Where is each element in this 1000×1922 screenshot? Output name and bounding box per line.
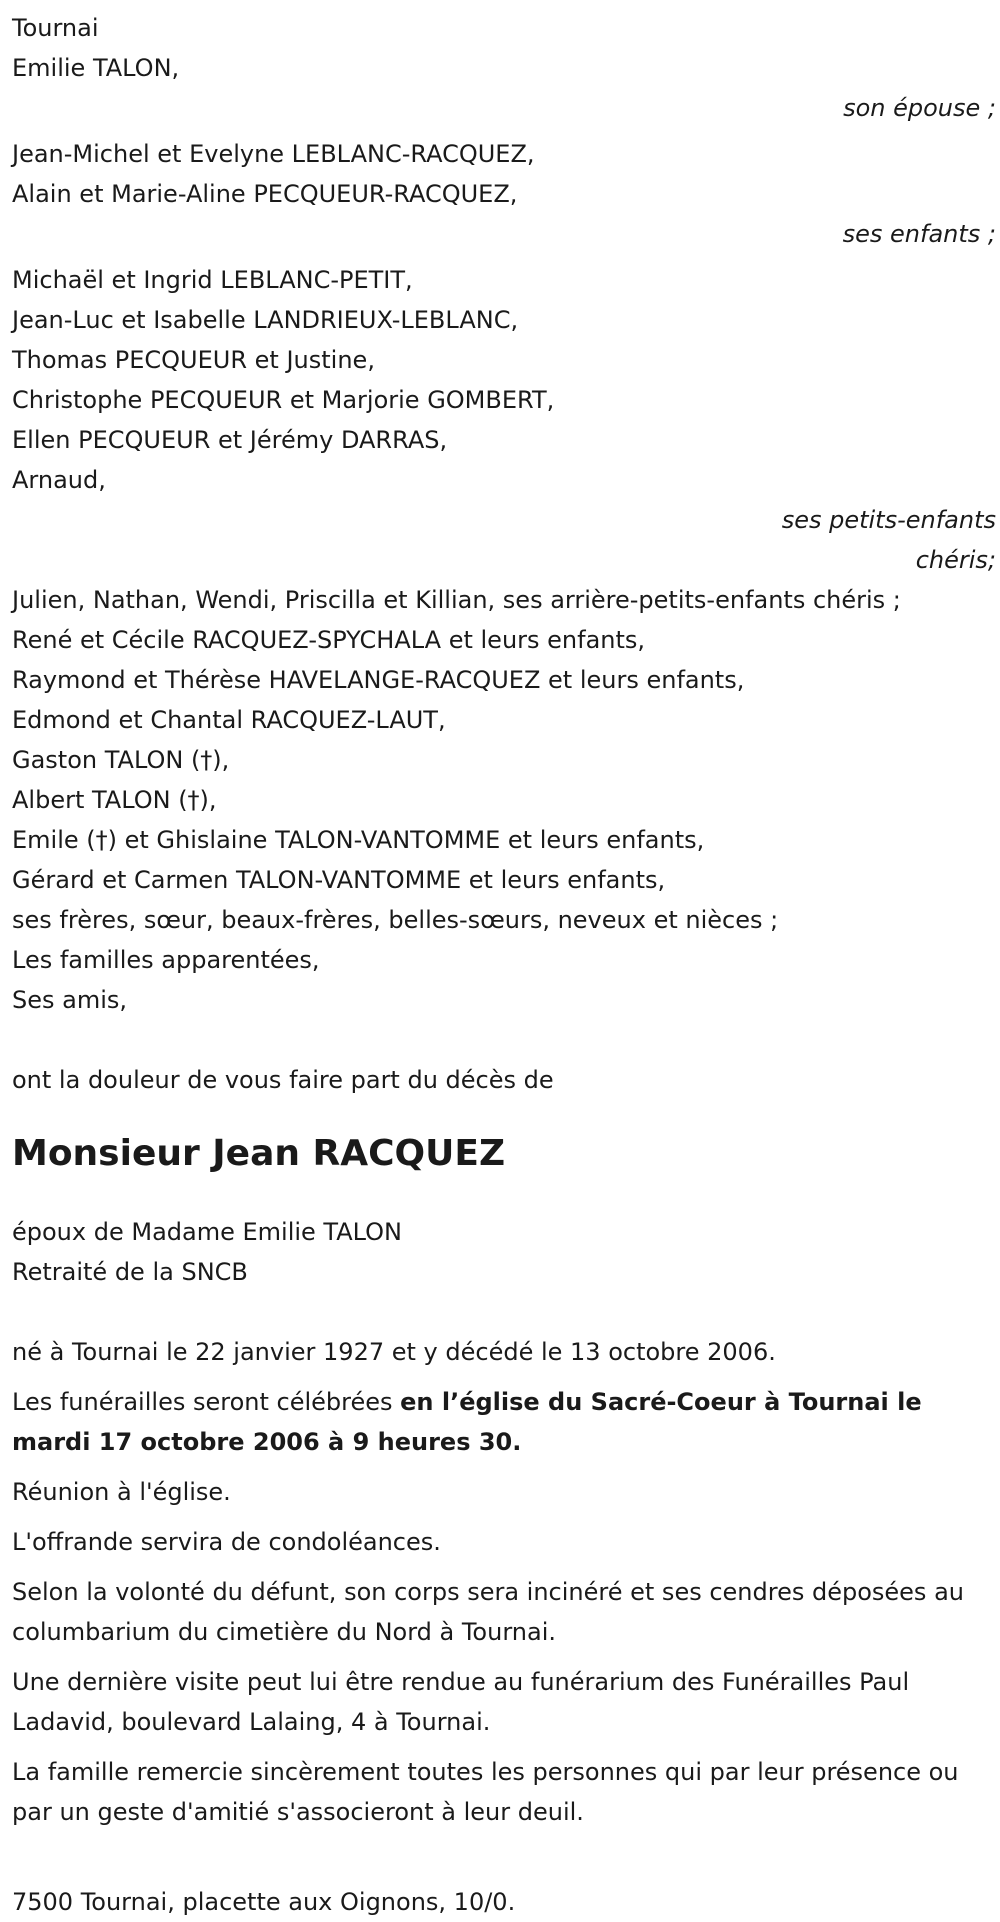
- grandchild-name: Thomas PECQUEUR et Justine,: [12, 346, 375, 374]
- family-line: Ses amis,: [12, 986, 128, 1014]
- family-line: Emile (†) et Ghislaine TALON-VANTOMME et leurs enfants,: [12, 826, 705, 854]
- spouse-role: son épouse ;: [843, 94, 996, 122]
- funeral-paragraph: [12, 1382, 996, 1462]
- deceased-name-heading: Monsieur Jean RACQUEZ: [12, 1133, 506, 1174]
- family-line: ses frères, sœur, beaux-frères, belles-sœurs, neveux et nièces ;: [12, 906, 779, 934]
- deceased-occupation: Retraité de la SNCB: [12, 1258, 248, 1286]
- info-paragraph: Réunion à l'église.: [12, 1478, 231, 1506]
- family-line: Les familles apparentées,: [12, 946, 320, 974]
- spouse-name: Emilie TALON,: [12, 54, 180, 82]
- info-paragraph: La famille remercie sincèrement toutes les personnes qui par leur présence ou par un geste d'amitié s'associeront à leur deuil.: [12, 1758, 959, 1826]
- funeral-details: en l’église du Sacré-Coeur à Tournai le mardi 17 octobre 2006 à 9 heures 30.: [12, 1388, 922, 1456]
- family-line: René et Cécile RACQUEZ-SPYCHALA et leurs enfants,: [12, 626, 646, 654]
- grandchild-name: Ellen PECQUEUR et Jérémy DARRAS,: [12, 426, 448, 454]
- birth-death-paragraph: né à Tournai le 22 janvier 1927 et y décédé le 13 octobre 2006.: [12, 1338, 776, 1366]
- funeral-intro: Les funérailles seront célébrées: [12, 1388, 401, 1416]
- grandchild-name: Christophe PECQUEUR et Marjorie GOMBERT,: [12, 386, 555, 414]
- child-name: Alain et Marie-Aline PECQUEUR-RACQUEZ,: [12, 180, 518, 208]
- spacer: [12, 1842, 996, 1882]
- grandchild-name: Michaël et Ingrid LEBLANC-PETIT,: [12, 266, 413, 294]
- info-paragraph: Une dernière visite peut lui être rendue au funérarium des Funérailles Paul Ladavid, boulevard Lalaing, 4 à Tournai.: [12, 1668, 910, 1736]
- info-paragraph: Selon la volonté du défunt, son corps sera incinéré et ses cendres déposées au columbarium du cimetière du Nord à Tournai.: [12, 1578, 964, 1646]
- grandchild-name: Jean-Luc et Isabelle LANDRIEUX-LEBLANC,: [12, 306, 519, 334]
- obituary-text: [12, 8, 996, 1922]
- child-name: Jean-Michel et Evelyne LEBLANC-RACQUEZ,: [12, 140, 535, 168]
- address-line: 7500 Tournai, placette aux Oignons, 10/0.: [12, 1888, 516, 1916]
- grandchildren-role-line2: chéris;: [915, 546, 996, 574]
- family-line: Gérard et Carmen TALON-VANTOMME et leurs enfants,: [12, 866, 666, 894]
- family-line: Raymond et Thérèse HAVELANGE-RACQUEZ et leurs enfants,: [12, 666, 745, 694]
- announcement-text: ont la douleur de vous faire part du décès de: [12, 1066, 554, 1094]
- family-line: Albert TALON (†),: [12, 786, 217, 814]
- grandchild-name: Arnaud,: [12, 466, 106, 494]
- grandchildren-role-line1: ses petits-enfants: [781, 506, 996, 534]
- family-line: Gaston TALON (†),: [12, 746, 230, 774]
- family-line: Julien, Nathan, Wendi, Priscilla et Killian, ses arrière-petits-enfants chéris ;: [12, 586, 901, 614]
- deceased-spouse-detail: époux de Madame Emilie TALON: [12, 1218, 402, 1246]
- info-paragraph: L'offrande servira de condoléances.: [12, 1528, 441, 1556]
- location-top: Tournai: [12, 14, 99, 42]
- children-role: ses enfants ;: [842, 220, 996, 248]
- family-line: Edmond et Chantal RACQUEZ-LAUT,: [12, 706, 446, 734]
- spacer: [12, 1292, 996, 1332]
- spacer: [12, 1020, 996, 1060]
